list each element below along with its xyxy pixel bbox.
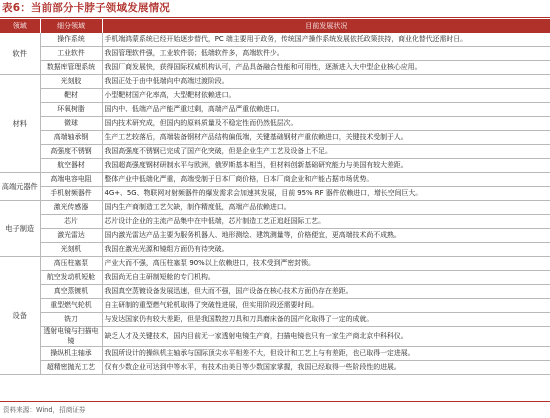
status-cell: 缺乏人才及关键技术，国内目前无一家透射电镜生产商，扫描电镜也只有一家生产商北京中科科仪。 [102,327,550,347]
field-cell: 操纵机主轴承 [40,347,102,361]
status-cell: 手机端鸿蒙系统已经开始逐步替代，PC 端主要用于政务，传统国产操作系统发展依托政策扶持，商业化替代还需时日。 [102,33,550,47]
status-cell: 我国正处于由中低端向中高端过渡阶段。 [102,75,550,89]
table-row [0,159,550,173]
header-domain: 领域 [0,19,40,33]
table-row [0,75,550,89]
status-cell: 国内生产商制造工艺欠缺，制作精度低，高端产品依赖进口。 [102,201,550,215]
field-cell: 超精密抛光工艺 [40,361,102,375]
table-row [0,271,550,285]
status-cell: 与发达国家仍有较大差距，但是我国数控刀具和刀具磨床备的国产化取得了一定的成就。 [102,313,550,327]
field-cell: 高端轴承钢 [40,131,102,145]
field-cell: 航空发动机短舱 [40,271,102,285]
header-status: 目前发展状况 [102,19,550,33]
table-row [0,243,550,257]
field-cell: 芯片 [40,215,102,229]
title-rule [0,17,550,18]
table-row [0,327,550,347]
table-row [0,47,550,61]
status-cell: 我国厂商发展快，获得国际权威机构认可，产品具备融合性能和可用性，逐渐进入大中型企业核心应用。 [102,61,550,75]
field-cell: 靶材 [40,89,102,103]
table-row [0,347,550,361]
status-cell: 我国尚无自主研制短舱的专门机构。 [102,271,550,285]
field-cell: 航空器材 [40,159,102,173]
table-row [0,257,550,271]
status-cell: 仅有少数企业可达到中等水平，有技术由美日等少数国家掌握，我国已经取得一些阶段性的进展。 [102,361,550,375]
table-row [0,103,550,117]
table-row [0,33,550,47]
table-row [0,89,550,103]
table-row [0,229,550,243]
table-row [0,131,550,145]
domain-cell: 高端元器件 [0,173,40,201]
table-row [0,215,550,229]
table-row [0,299,550,313]
field-cell: 手机射频器件 [40,187,102,201]
field-cell: 高端电容电阻 [40,173,102,187]
table-row [0,61,550,75]
table-title: 表6：当前部分卡脖子领域发展情况 [2,2,171,14]
status-cell: 我国高强度不锈钢已完成了国产化突破，但是企业生产工艺及设备上不足。 [102,145,550,159]
field-cell: 重型燃气轮机 [40,299,102,313]
status-cell: 国内激光雷达产品主要为服务机器人、地形测绘、建筑测量等，价格便宜，更高端技术尚不成熟。 [102,229,550,243]
field-cell: 光刻胶 [40,75,102,89]
table-row [0,313,550,327]
table-row [0,117,550,131]
status-cell: 国内中、低端产品产能严重过剩，高端产品严重依赖进口。 [102,103,550,117]
field-cell: 工业软件 [40,47,102,61]
table-row [0,145,550,159]
status-cell: 4G+、5G、物联网对射频器件的爆发需求会加速其发展，目前 95% RF 器件依赖进口，增长空间巨大。 [102,187,550,201]
field-cell: 环氧树脂 [40,103,102,117]
field-cell: 铣刀 [40,313,102,327]
domain-cell: 设备 [0,257,40,375]
status-cell: 自主研制的重型燃气轮机取得了突破性进展，但实用阶段还需要时间。 [102,299,550,313]
development-table [0,19,550,375]
status-cell: 我国在激光光源和镜组方面仍有待突破。 [102,243,550,257]
status-cell: 国内技术研究成，但国内的原料质量及不稳定性而仍然低层次。 [102,117,550,131]
table-body [0,33,550,375]
field-cell: 光刻机 [40,243,102,257]
status-cell: 芯片设计企业的主流产品集中在中低端，芯片制造工艺正追赶国际工艺。 [102,215,550,229]
status-cell: 我国超高强度钢材研制水平与欧洲，俄罗斯基本相当，但材料创新基础研究能力与美国有较大差距。 [102,159,550,173]
table-row [0,361,550,375]
domain-cell: 软件 [0,33,40,75]
field-cell: 高强度不锈钢 [40,145,102,159]
table-row [0,285,550,299]
status-cell: 我国所设计的操纵机主轴承与国际顶尖水平相差不大，但设计和工艺上与有差距，也已取得一定进展。 [102,347,550,361]
domain-cell: 材料 [0,75,40,173]
field-cell: 数据库管理系统 [40,61,102,75]
header-row [0,19,550,33]
domain-cell: 电子制造 [0,201,40,257]
status-cell: 我国真空蒸镀设备发展迅速，但大而不强，国产设备在核心技术方面仍存在差距。 [102,285,550,299]
field-cell: 高压柱塞泵 [40,257,102,271]
footer-rule [0,401,550,402]
status-cell: 小型靶材国产化率高，大型靶材依赖进口。 [102,89,550,103]
table-row [0,201,550,215]
field-cell: 激光雷达 [40,229,102,243]
table-row [0,173,550,187]
field-cell: 微球 [40,117,102,131]
status-cell: 产业大而不强，高压柱塞泵 90%以上依赖进口，技术受到严密封锁。 [102,257,550,271]
status-cell: 我国管理软件强，工业软件弱；低端软件多，高端软件少。 [102,47,550,61]
field-cell: 透射电镜与扫描电镜 [40,327,102,347]
header-field: 细分领域 [40,19,102,33]
field-cell: 操作系统 [40,33,102,47]
source-note: 资料来源：Wind，招商证券 [3,406,86,414]
table-row [0,187,550,201]
status-cell: 整体产业中低端化严重，高端受制于日本厂商价格，日本厂商企业和产能占据市场优势。 [102,173,550,187]
field-cell: 真空蒸镀机 [40,285,102,299]
status-cell: 生产工艺较落后，高端装备钢材产品结构偏低端，关键基础钢材产重依赖进口，关键技术受制于人。 [102,131,550,145]
field-cell: 激光传感器 [40,201,102,215]
